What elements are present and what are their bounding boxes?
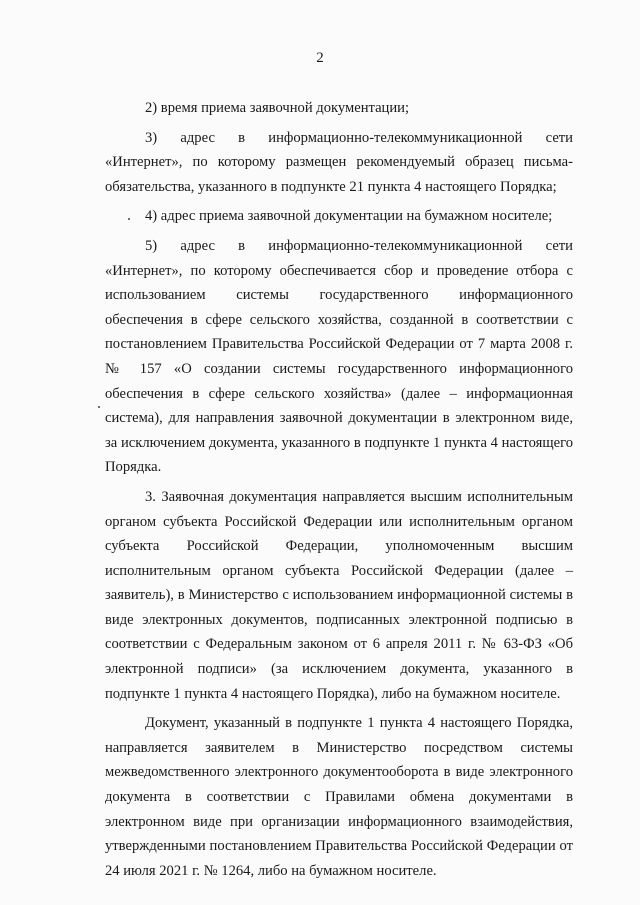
paragraph-information-system-address: 5) адрес в информационно-телекоммуникационной сети «Интернет», по которому обеспечивается сбор и проведение отбора с использованием системы государственного информационного обеспечения в сфере сельского хозяйства, созданной в соответствии с постановлением Правительства Российской Федерации от 7 марта 2008 г. № 157 «О создании системы государственного информационного обеспечения в сфере сельского хозяйства» (далее – информационная система), для направления заявочной документации в электронном виде, за исключением документа, указанного в подпункте 1 пункта 4 настоящего Порядка. [105, 237, 573, 476]
paragraph-paper-reception-address: 4) адрес приема заявочной документации на бумажном носителе; [145, 208, 553, 225]
document-body [105, 96, 573, 883]
paragraph-letter-template-address: 3) адрес в информационно-телекоммуникационной сети «Интернет», по которому размещен рекомендуемый образец письма-обязательства, указанного в подпункте 21 пункта 4 настоящего Порядка; [105, 129, 573, 195]
paragraph-reception-time: 2) время приема заявочной документации; [145, 100, 410, 116]
page-number: 2 [316, 50, 324, 66]
scan-speck [128, 218, 130, 220]
paragraph-document-submission: Документ, указанный в подпункте 1 пункта 4 настоящего Порядка, направляется заявителем в Министерство посредством системы межведомственного электронного документооборота в виде электронного документа в соответствии с Правилами обмена документами в электронном виде при организации информационного взаимодействия, утвержденными постановлением Правительства Российской Федерации от 24 июля 2021 г. № 1264, либо на бумажном носителе. [105, 715, 573, 879]
scan-speck [98, 406, 100, 408]
paragraph-clause-3-submission: 3. Заявочная документация направляется высшим исполнительным органом субъекта Российской Федерации или исполнительным органом субъекта Российской Федерации, уполномоченным высшим исполнительным органом субъекта Российской Федерации (далее – заявитель), в Министерство с использованием информационной системы в виде электронных документов, подписанных электронной подписью в соответствии с Федеральным законом от 6 апреля 2011 г. № 63-ФЗ «Об электронной подписи» (за исключением документа, указанного в подпункте 1 пункта 4 настоящего Порядка), либо на бумажном носителе. [105, 488, 573, 702]
